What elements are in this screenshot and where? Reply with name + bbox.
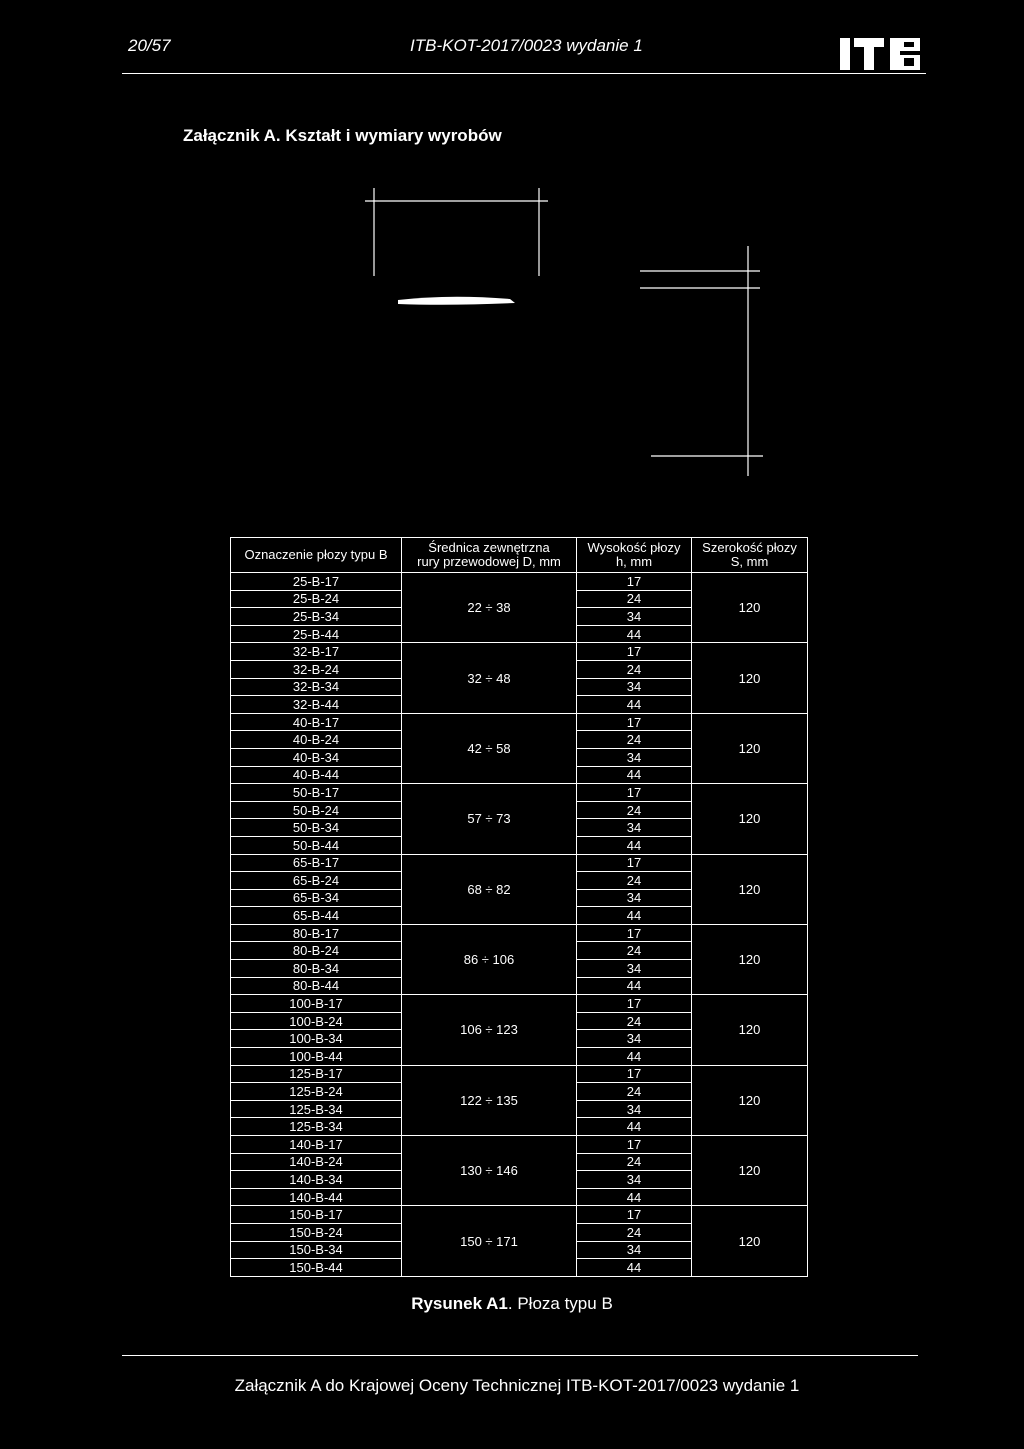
figure-label: Rysunek A1 <box>411 1294 508 1313</box>
height-cell: 44 <box>577 625 692 643</box>
table-row <box>231 784 808 802</box>
width-cell: 120 <box>692 713 808 783</box>
width-cell: 120 <box>692 1206 808 1276</box>
height-cell: 44 <box>577 696 692 714</box>
skid-code-cell: 125-B-17 <box>231 1065 402 1083</box>
skid-code-cell: 32-B-24 <box>231 660 402 678</box>
height-cell: 17 <box>577 713 692 731</box>
height-cell: 24 <box>577 660 692 678</box>
figure-caption <box>0 1294 1024 1314</box>
diameter-cell: 57 ÷ 73 <box>402 784 577 854</box>
width-cell: 120 <box>692 643 808 713</box>
document-reference: ITB-KOT-2017/0023 wydanie 1 <box>410 36 643 55</box>
width-cell: 120 <box>692 924 808 994</box>
skid-code-cell: 65-B-34 <box>231 889 402 907</box>
width-cell: 120 <box>692 573 808 643</box>
height-cell: 24 <box>577 1223 692 1241</box>
table-row <box>231 854 808 872</box>
column-header-diameter: Średnica zewnętrzna rury przewodowej D, mm <box>402 538 577 573</box>
height-cell: 17 <box>577 573 692 591</box>
skid-code-cell: 25-B-17 <box>231 573 402 591</box>
skid-code-cell: 50-B-44 <box>231 836 402 854</box>
diameter-cell: 42 ÷ 58 <box>402 713 577 783</box>
height-cell: 24 <box>577 942 692 960</box>
skid-code-cell: 32-B-17 <box>231 643 402 661</box>
height-cell: 24 <box>577 1083 692 1101</box>
height-cell: 34 <box>577 889 692 907</box>
column-header-code: Oznaczenie płozy typu B <box>231 538 402 573</box>
height-cell: 17 <box>577 643 692 661</box>
skid-code-cell: 125-B-34 <box>231 1118 402 1136</box>
height-cell: 24 <box>577 1153 692 1171</box>
diameter-cell: 86 ÷ 106 <box>402 924 577 994</box>
width-cell: 120 <box>692 854 808 924</box>
skid-code-cell: 25-B-34 <box>231 608 402 626</box>
footer-text: Załącznik A do Krajowej Oceny Technicznej ITB-KOT-2017/0023 wydanie 1 <box>234 1376 800 1395</box>
height-cell: 44 <box>577 907 692 925</box>
height-cell: 34 <box>577 1100 692 1118</box>
itb-logo <box>840 34 922 70</box>
width-cell: 120 <box>692 784 808 854</box>
skid-code-cell: 125-B-24 <box>231 1083 402 1101</box>
height-cell: 44 <box>577 1259 692 1277</box>
page-number: 20/57 <box>128 36 171 55</box>
height-cell: 24 <box>577 590 692 608</box>
skid-code-cell: 100-B-17 <box>231 995 402 1013</box>
diameter-cell: 130 ÷ 146 <box>402 1136 577 1206</box>
height-cell: 34 <box>577 1171 692 1189</box>
height-cell: 44 <box>577 1188 692 1206</box>
skid-code-cell: 80-B-24 <box>231 942 402 960</box>
figure-caption-text: . Płoza typu B <box>507 1294 613 1313</box>
table-row <box>231 995 808 1013</box>
skid-code-cell: 140-B-34 <box>231 1171 402 1189</box>
header-divider <box>122 73 926 74</box>
height-cell: 17 <box>577 924 692 942</box>
width-cell: 120 <box>692 1136 808 1206</box>
table-row <box>231 643 808 661</box>
table-row <box>231 713 808 731</box>
width-cell: 120 <box>692 995 808 1065</box>
table-row <box>231 1206 808 1224</box>
width-cell: 120 <box>692 1065 808 1135</box>
table-row <box>231 924 808 942</box>
height-cell: 24 <box>577 731 692 749</box>
annex-title: Załącznik A. Kształt i wymiary wyrobów <box>183 126 502 145</box>
height-cell: 17 <box>577 995 692 1013</box>
skid-code-cell: 50-B-34 <box>231 819 402 837</box>
height-cell: 44 <box>577 766 692 784</box>
skid-drawing <box>0 0 1024 520</box>
skid-code-cell: 40-B-44 <box>231 766 402 784</box>
table-row <box>231 573 808 591</box>
height-cell: 34 <box>577 819 692 837</box>
skid-code-cell: 65-B-24 <box>231 872 402 890</box>
skid-code-cell: 100-B-44 <box>231 1048 402 1066</box>
skid-code-cell: 150-B-24 <box>231 1223 402 1241</box>
skid-code-cell: 50-B-17 <box>231 784 402 802</box>
skid-code-cell: 150-B-34 <box>231 1241 402 1259</box>
diameter-cell: 106 ÷ 123 <box>402 995 577 1065</box>
height-cell: 44 <box>577 1048 692 1066</box>
table-row <box>231 1136 808 1154</box>
skid-code-cell: 100-B-34 <box>231 1030 402 1048</box>
skid-code-cell: 125-B-34 <box>231 1100 402 1118</box>
footer-divider <box>122 1355 918 1356</box>
diameter-cell: 22 ÷ 38 <box>402 573 577 643</box>
height-cell: 17 <box>577 784 692 802</box>
skid-code-cell: 50-B-24 <box>231 801 402 819</box>
skid-code-cell: 80-B-44 <box>231 977 402 995</box>
height-cell: 17 <box>577 854 692 872</box>
diameter-cell: 122 ÷ 135 <box>402 1065 577 1135</box>
height-cell: 34 <box>577 608 692 626</box>
height-cell: 17 <box>577 1206 692 1224</box>
height-cell: 24 <box>577 872 692 890</box>
skid-code-cell: 65-B-44 <box>231 907 402 925</box>
skid-code-cell: 25-B-44 <box>231 625 402 643</box>
skid-code-cell: 80-B-17 <box>231 924 402 942</box>
column-header-width: Szerokość płozy S, mm <box>692 538 808 573</box>
skid-code-cell: 140-B-44 <box>231 1188 402 1206</box>
height-cell: 44 <box>577 836 692 854</box>
diameter-cell: 150 ÷ 171 <box>402 1206 577 1276</box>
skid-code-cell: 32-B-34 <box>231 678 402 696</box>
skid-code-cell: 80-B-34 <box>231 960 402 978</box>
skid-code-cell: 40-B-17 <box>231 713 402 731</box>
skid-code-cell: 25-B-24 <box>231 590 402 608</box>
column-header-height: Wysokość płozy h, mm <box>577 538 692 573</box>
skid-dimensions-table <box>230 537 808 1277</box>
height-cell: 34 <box>577 1241 692 1259</box>
height-cell: 17 <box>577 1136 692 1154</box>
height-cell: 34 <box>577 748 692 766</box>
skid-code-cell: 150-B-17 <box>231 1206 402 1224</box>
skid-code-cell: 150-B-44 <box>231 1259 402 1277</box>
skid-code-cell: 100-B-24 <box>231 1012 402 1030</box>
height-cell: 44 <box>577 1118 692 1136</box>
height-cell: 44 <box>577 977 692 995</box>
diameter-cell: 32 ÷ 48 <box>402 643 577 713</box>
skid-code-cell: 140-B-17 <box>231 1136 402 1154</box>
height-cell: 24 <box>577 801 692 819</box>
height-cell: 34 <box>577 960 692 978</box>
height-cell: 17 <box>577 1065 692 1083</box>
table-row <box>231 1065 808 1083</box>
skid-code-cell: 40-B-34 <box>231 748 402 766</box>
skid-code-cell: 140-B-24 <box>231 1153 402 1171</box>
skid-code-cell: 40-B-24 <box>231 731 402 749</box>
skid-code-cell: 32-B-44 <box>231 696 402 714</box>
height-cell: 34 <box>577 1030 692 1048</box>
height-cell: 34 <box>577 678 692 696</box>
skid-code-cell: 65-B-17 <box>231 854 402 872</box>
diameter-cell: 68 ÷ 82 <box>402 854 577 924</box>
table-header-row <box>231 538 808 573</box>
height-cell: 24 <box>577 1012 692 1030</box>
